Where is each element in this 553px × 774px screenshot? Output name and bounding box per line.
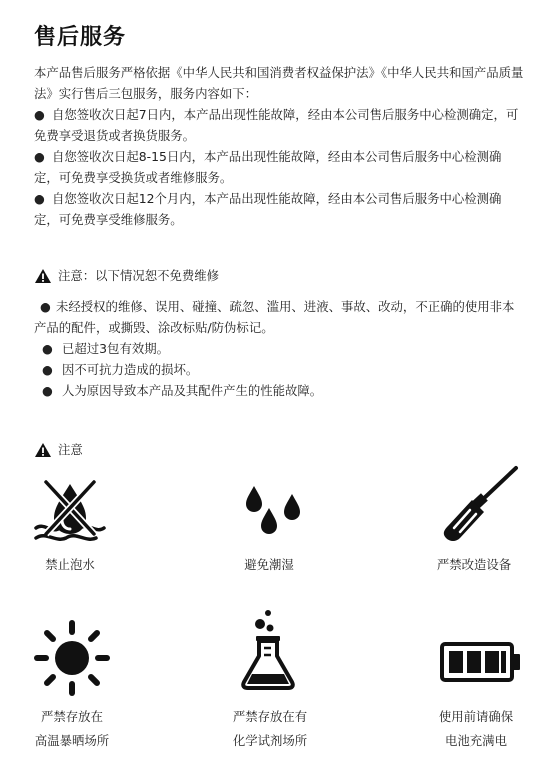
- bullet-icon: ●: [34, 107, 45, 122]
- flask-icon: [238, 608, 298, 690]
- bullet-icon: ●: [42, 383, 53, 398]
- note-label-battery-line1: 使用前请确保: [438, 709, 514, 724]
- note-label-sun-line2: 高温暴晒场所: [34, 733, 110, 748]
- bullet-icon: ●: [40, 299, 51, 314]
- warning-item: ● 因不可抗力造成的损坏。: [34, 359, 526, 380]
- no-water-icon: [30, 476, 110, 546]
- note-label-flask-line1: 严禁存放在有: [232, 709, 308, 724]
- intro-bullet: ● 自您签收次日起12个月内，本产品出现性能故障，经由本公司售后服务中心检测确定，可免费享受维修服务。: [34, 188, 526, 230]
- note-label-sun-line1: 严禁存放在: [41, 709, 103, 724]
- warning-icon: [34, 442, 52, 458]
- screwdriver-icon: [440, 464, 520, 544]
- warning-icon: [34, 268, 52, 284]
- note-label-no-water: 禁止泡水: [45, 557, 95, 572]
- warning-list: [34, 296, 526, 401]
- bullet-icon: ●: [42, 341, 53, 356]
- page-title: 售后服务: [34, 25, 127, 50]
- warning-heading: [34, 266, 219, 286]
- notes-heading-text: 注意: [58, 442, 83, 457]
- bullet-icon: ●: [34, 191, 45, 206]
- note-label-water-drops: 避免潮湿: [244, 557, 294, 572]
- warning-item: ● 人为原因导致本产品及其配件产生的性能故障。: [34, 380, 526, 401]
- sun-icon: [34, 620, 110, 696]
- notes-heading: [34, 440, 83, 460]
- intro-paragraph: 本产品售后服务严格依据《中华人民共和国消费者权益保护法》《中华人民共和国产品质量法》实行售后三包服务，服务内容如下：: [34, 65, 524, 101]
- warning-item: ● 未经授权的维修、误用、碰撞、疏忽、滥用、进液、事故、改动，不正确的使用非本产品的配件，或撕毁、涂改标贴/防伪标记。: [34, 296, 526, 338]
- note-label-screwdriver: 严禁改造设备: [436, 557, 512, 572]
- note-label-flask-line2: 化学试剂场所: [232, 733, 308, 748]
- intro-section: [34, 62, 526, 230]
- bullet-icon: ●: [34, 149, 45, 164]
- warning-heading-text: 注意：以下情况恕不免费维修: [58, 268, 220, 283]
- battery-full-icon: [440, 642, 522, 682]
- note-label-battery-line2: 电池充满电: [445, 733, 507, 748]
- intro-bullet: ● 自您签收次日起8-15日内，本产品出现性能故障，经由本公司售后服务中心检测确定，可免费享受换货或者维修服务。: [34, 146, 526, 188]
- water-drops-icon: [236, 484, 306, 544]
- bullet-icon: ●: [42, 362, 53, 377]
- intro-bullet: ● 自您签收次日起7日内，本产品出现性能故障，经由本公司售后服务中心检测确定，可免费享受退货或者换货服务。: [34, 104, 526, 146]
- warning-item: ● 已超过3包有效期。: [34, 338, 526, 359]
